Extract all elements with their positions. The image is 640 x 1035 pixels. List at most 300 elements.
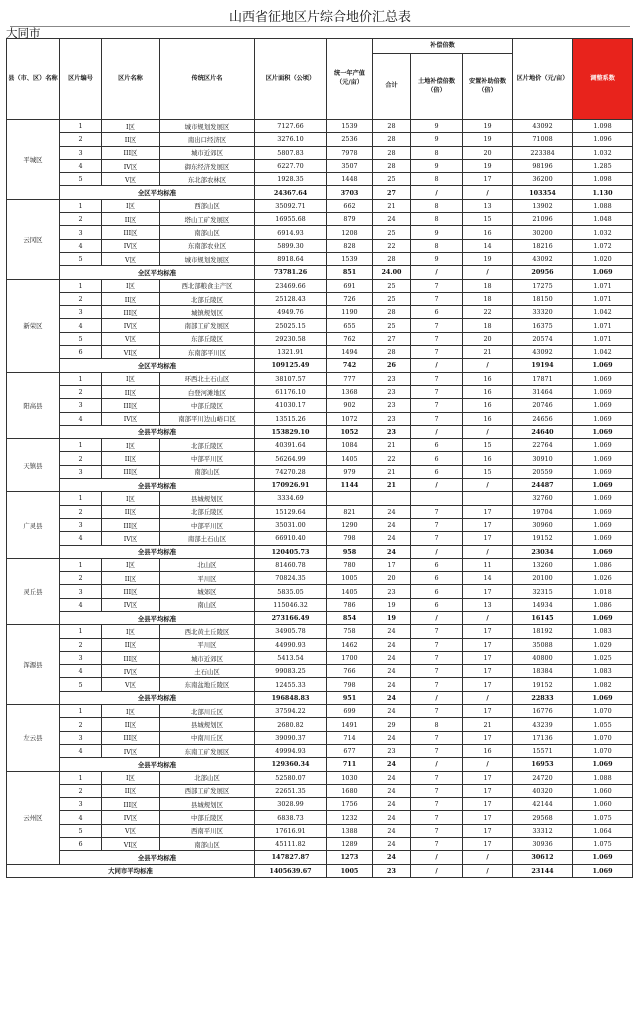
- cell-land-mult: 8: [411, 199, 463, 212]
- cell-resettle-mult: 14: [463, 572, 513, 585]
- cell-resettle-mult: 17: [463, 771, 513, 784]
- avg-price: 22833: [513, 691, 573, 704]
- cell-price: 29568: [513, 811, 573, 824]
- cell-total: 28: [373, 346, 411, 359]
- avg-output: 742: [327, 359, 373, 372]
- cell-zone-name: II区: [102, 505, 160, 518]
- average-label: 全县平均标准: [60, 758, 255, 771]
- cell-total: [373, 492, 411, 505]
- cell-trad-name: 城市近郊区: [160, 651, 255, 664]
- cell-output: 762: [327, 332, 373, 345]
- table-row: [7, 133, 633, 146]
- cell-total: 23: [373, 385, 411, 398]
- cell-total: 23: [373, 585, 411, 598]
- table-row: [7, 292, 633, 305]
- cell-price: 33312: [513, 824, 573, 837]
- cell-adjust: 1.096: [573, 133, 633, 146]
- cell-land-mult: 7: [411, 838, 463, 851]
- cell-zone-no: 5: [60, 332, 102, 345]
- cell-adjust: 1.086: [573, 598, 633, 611]
- cell-zone-no: 2: [60, 452, 102, 465]
- county-name: 云冈区: [7, 199, 60, 279]
- cell-resettle-mult: 19: [463, 120, 513, 133]
- cell-area: 115046.32: [255, 598, 327, 611]
- cell-resettle-mult: 16: [463, 372, 513, 385]
- cell-land-mult: 6: [411, 572, 463, 585]
- cell-output: 1289: [327, 838, 373, 851]
- cell-area: 66910.40: [255, 532, 327, 545]
- cell-resettle-mult: 17: [463, 518, 513, 531]
- cell-total: 22: [373, 452, 411, 465]
- cell-resettle-mult: [463, 492, 513, 505]
- cell-zone-no: 2: [60, 718, 102, 731]
- cell-trad-name: 御东经济发展区: [160, 159, 255, 172]
- cell-zone-name: III区: [102, 399, 160, 412]
- table-row: [7, 385, 633, 398]
- cell-zone-no: 2: [60, 505, 102, 518]
- cell-adjust: 1.032: [573, 146, 633, 159]
- table-row: [7, 731, 633, 744]
- cell-zone-no: 1: [60, 625, 102, 638]
- cell-zone-name: IV区: [102, 532, 160, 545]
- cell-output: 1368: [327, 385, 373, 398]
- cell-area: 52580.07: [255, 771, 327, 784]
- cell-area: 44990.93: [255, 638, 327, 651]
- cell-zone-name: I区: [102, 199, 160, 212]
- avg-output: 711: [327, 758, 373, 771]
- avg-resettle-mult: /: [463, 758, 513, 771]
- cell-area: 5899.30: [255, 239, 327, 252]
- avg-adjust: 1.069: [573, 758, 633, 771]
- avg-adjust: 1.069: [573, 425, 633, 438]
- cell-resettle-mult: 19: [463, 252, 513, 265]
- cell-zone-name: II区: [102, 292, 160, 305]
- cell-resettle-mult: 16: [463, 385, 513, 398]
- cell-zone-no: 1: [60, 199, 102, 212]
- cell-total: 24: [373, 532, 411, 545]
- cell-price: 43092: [513, 252, 573, 265]
- table-row: [7, 625, 633, 638]
- cell-area: 70824.35: [255, 572, 327, 585]
- table-row: [7, 651, 633, 664]
- avg-total: 24.00: [373, 266, 411, 279]
- cell-price: 24720: [513, 771, 573, 784]
- avg-total: 27: [373, 186, 411, 199]
- cell-price: 18150: [513, 292, 573, 305]
- avg-resettle-mult: /: [463, 186, 513, 199]
- cell-trad-name: 东南盆地丘陵区: [160, 678, 255, 691]
- cell-total: 28: [373, 146, 411, 159]
- city-average-label: 大同市平均标准: [7, 864, 255, 877]
- cell-area: 6227.70: [255, 159, 327, 172]
- county-name: 云州区: [7, 771, 60, 864]
- cell-total: 25: [373, 319, 411, 332]
- cell-zone-name: IV区: [102, 598, 160, 611]
- cell-zone-name: II区: [102, 452, 160, 465]
- cell-area: 12455.33: [255, 678, 327, 691]
- cell-adjust: 1.069: [573, 505, 633, 518]
- cell-price: 36200: [513, 173, 573, 186]
- cell-resettle-mult: 16: [463, 399, 513, 412]
- cell-land-mult: 7: [411, 518, 463, 531]
- cell-zone-name: III区: [102, 226, 160, 239]
- table-row: [7, 306, 633, 319]
- table-row: [7, 199, 633, 212]
- city-avg-cell: /: [411, 864, 463, 877]
- cell-land-mult: 7: [411, 811, 463, 824]
- cell-price: 33320: [513, 306, 573, 319]
- cell-trad-name: 平川区: [160, 638, 255, 651]
- cell-trad-name: 南部工矿发展区: [160, 319, 255, 332]
- cell-output: 777: [327, 372, 373, 385]
- county-name: 天镇县: [7, 439, 60, 492]
- cell-area: 25025.15: [255, 319, 327, 332]
- cell-output: 2536: [327, 133, 373, 146]
- cell-price: 19152: [513, 532, 573, 545]
- cell-adjust: 1.060: [573, 798, 633, 811]
- cell-output: 828: [327, 239, 373, 252]
- cell-land-mult: 7: [411, 399, 463, 412]
- cell-zone-no: 4: [60, 319, 102, 332]
- cell-resettle-mult: 11: [463, 558, 513, 571]
- cell-trad-name: 东部丘陵区: [160, 332, 255, 345]
- cell-zone-name: V区: [102, 678, 160, 691]
- cell-area: 49994.93: [255, 744, 327, 757]
- avg-total: 23: [373, 425, 411, 438]
- city-avg-cell: 1005: [327, 864, 373, 877]
- cell-output: 699: [327, 705, 373, 718]
- cell-trad-name: 北山区: [160, 558, 255, 571]
- cell-zone-no: 3: [60, 651, 102, 664]
- avg-adjust: 1.130: [573, 186, 633, 199]
- average-row: [7, 851, 633, 864]
- cell-resettle-mult: 17: [463, 665, 513, 678]
- cell-output: 662: [327, 199, 373, 212]
- cell-total: 23: [373, 744, 411, 757]
- cell-output: 1756: [327, 798, 373, 811]
- cell-total: 21: [373, 199, 411, 212]
- cell-trad-name: 白登河滩地区: [160, 385, 255, 398]
- table-row: [7, 505, 633, 518]
- avg-output: 1144: [327, 479, 373, 492]
- average-label: 全县平均标准: [60, 611, 255, 624]
- table-row: [7, 518, 633, 531]
- cell-output: 979: [327, 465, 373, 478]
- cell-output: 1491: [327, 718, 373, 731]
- cell-adjust: 1.070: [573, 705, 633, 718]
- cell-output: 1405: [327, 452, 373, 465]
- cell-zone-no: 5: [60, 678, 102, 691]
- cell-resettle-mult: 17: [463, 705, 513, 718]
- cell-zone-no: 5: [60, 824, 102, 837]
- cell-total: 24: [373, 838, 411, 851]
- cell-output: 691: [327, 279, 373, 292]
- cell-resettle-mult: 16: [463, 744, 513, 757]
- cell-trad-name: 西北部粮食主产区: [160, 279, 255, 292]
- cell-zone-no: 4: [60, 532, 102, 545]
- cell-price: 18384: [513, 665, 573, 678]
- cell-trad-name: 南部山区: [160, 465, 255, 478]
- cell-trad-name: 南部平川边山峪口区: [160, 412, 255, 425]
- cell-zone-name: VI区: [102, 838, 160, 851]
- cell-area: 56264.99: [255, 452, 327, 465]
- cell-total: 25: [373, 173, 411, 186]
- cell-price: 43092: [513, 346, 573, 359]
- avg-total: 24: [373, 691, 411, 704]
- avg-output: 958: [327, 545, 373, 558]
- cell-resettle-mult: 18: [463, 319, 513, 332]
- cell-output: 786: [327, 598, 373, 611]
- cell-total: 24: [373, 505, 411, 518]
- cell-area: 1321.91: [255, 346, 327, 359]
- cell-zone-name: II区: [102, 213, 160, 226]
- cell-output: 1448: [327, 173, 373, 186]
- county-name: 广灵县: [7, 492, 60, 558]
- table-row: [7, 146, 633, 159]
- cell-zone-name: III区: [102, 146, 160, 159]
- cell-resettle-mult: 14: [463, 239, 513, 252]
- cell-land-mult: 7: [411, 346, 463, 359]
- header-land-mult: 土地补偿倍数（倍）: [411, 54, 463, 120]
- cell-adjust: 1.088: [573, 771, 633, 784]
- header-output: 统一年产值（元/亩）: [327, 39, 373, 120]
- cell-adjust: 1.029: [573, 638, 633, 651]
- cell-price: 40320: [513, 784, 573, 797]
- cell-resettle-mult: 17: [463, 585, 513, 598]
- table-row: [7, 452, 633, 465]
- cell-land-mult: 7: [411, 771, 463, 784]
- cell-total: 24: [373, 824, 411, 837]
- avg-land-mult: /: [411, 691, 463, 704]
- header-zone-no: 区片编号: [60, 39, 102, 120]
- cell-zone-no: 1: [60, 439, 102, 452]
- cell-adjust: 1.032: [573, 226, 633, 239]
- cell-zone-no: 4: [60, 665, 102, 678]
- avg-land-mult: /: [411, 479, 463, 492]
- table-row: [7, 558, 633, 571]
- land-price-table: [6, 38, 633, 878]
- cell-resettle-mult: 17: [463, 731, 513, 744]
- avg-resettle-mult: /: [463, 479, 513, 492]
- cell-trad-name: 北部川丘区: [160, 705, 255, 718]
- cell-zone-name: III区: [102, 651, 160, 664]
- cell-trad-name: 中部丘陵区: [160, 399, 255, 412]
- cell-zone-name: I区: [102, 120, 160, 133]
- cell-total: 24: [373, 625, 411, 638]
- cell-output: 1539: [327, 252, 373, 265]
- cell-output: 1388: [327, 824, 373, 837]
- avg-output: 3703: [327, 186, 373, 199]
- cell-zone-name: I区: [102, 705, 160, 718]
- cell-price: 19704: [513, 505, 573, 518]
- avg-output: 951: [327, 691, 373, 704]
- cell-adjust: 1.042: [573, 346, 633, 359]
- cell-total: 28: [373, 306, 411, 319]
- cell-price: 30960: [513, 518, 573, 531]
- cell-area: 61176.10: [255, 385, 327, 398]
- cell-adjust: 1.071: [573, 292, 633, 305]
- cell-zone-name: I区: [102, 625, 160, 638]
- table-row: [7, 824, 633, 837]
- avg-area: 109125.49: [255, 359, 327, 372]
- avg-output: 851: [327, 266, 373, 279]
- cell-adjust: 1.069: [573, 412, 633, 425]
- header-comp-group: 补偿倍数: [373, 39, 513, 54]
- avg-price: 24487: [513, 479, 573, 492]
- cell-area: 41030.17: [255, 399, 327, 412]
- cell-adjust: 1.071: [573, 279, 633, 292]
- cell-price: 16375: [513, 319, 573, 332]
- table-row: [7, 279, 633, 292]
- cell-adjust: 1.098: [573, 120, 633, 133]
- cell-price: 24656: [513, 412, 573, 425]
- cell-zone-no: 3: [60, 518, 102, 531]
- cell-zone-no: 4: [60, 239, 102, 252]
- table-row: [7, 159, 633, 172]
- cell-output: 7978: [327, 146, 373, 159]
- cell-zone-name: II区: [102, 718, 160, 731]
- cell-resettle-mult: 15: [463, 465, 513, 478]
- cell-resettle-mult: 17: [463, 824, 513, 837]
- cell-zone-no: 4: [60, 811, 102, 824]
- cell-trad-name: 南部山区: [160, 226, 255, 239]
- table-row: [7, 771, 633, 784]
- cell-output: 758: [327, 625, 373, 638]
- cell-total: 25: [373, 226, 411, 239]
- cell-price: 17871: [513, 372, 573, 385]
- cell-land-mult: 7: [411, 412, 463, 425]
- cell-area: 2680.82: [255, 718, 327, 731]
- cell-output: 902: [327, 399, 373, 412]
- cell-land-mult: 9: [411, 133, 463, 146]
- cell-land-mult: 7: [411, 385, 463, 398]
- average-row: [7, 479, 633, 492]
- cell-resettle-mult: 15: [463, 439, 513, 452]
- cell-trad-name: 县城规划区: [160, 492, 255, 505]
- cell-output: 821: [327, 505, 373, 518]
- cell-trad-name: 城郊区: [160, 585, 255, 598]
- cell-output: 655: [327, 319, 373, 332]
- cell-trad-name: 东南工矿发展区: [160, 744, 255, 757]
- header-total: 合计: [373, 54, 411, 120]
- cell-total: 20: [373, 572, 411, 585]
- avg-total: 24: [373, 545, 411, 558]
- cell-total: 22: [373, 239, 411, 252]
- cell-resettle-mult: 13: [463, 199, 513, 212]
- cell-resettle-mult: 17: [463, 811, 513, 824]
- cell-zone-name: III区: [102, 465, 160, 478]
- cell-land-mult: 6: [411, 452, 463, 465]
- cell-adjust: 1.071: [573, 332, 633, 345]
- avg-resettle-mult: /: [463, 266, 513, 279]
- cell-land-mult: 7: [411, 651, 463, 664]
- cell-zone-name: V区: [102, 252, 160, 265]
- cell-area: 81460.78: [255, 558, 327, 571]
- cell-zone-no: 3: [60, 146, 102, 159]
- cell-zone-name: I区: [102, 771, 160, 784]
- avg-resettle-mult: /: [463, 359, 513, 372]
- table-row: [7, 811, 633, 824]
- avg-price: 16145: [513, 611, 573, 624]
- cell-zone-no: 3: [60, 465, 102, 478]
- cell-area: 7127.66: [255, 120, 327, 133]
- cell-zone-no: 3: [60, 226, 102, 239]
- cell-price: 71008: [513, 133, 573, 146]
- cell-trad-name: 西部工矿发展区: [160, 784, 255, 797]
- header-zone-name: 区片名称: [102, 39, 160, 120]
- cell-total: 23: [373, 372, 411, 385]
- cell-total: 24: [373, 638, 411, 651]
- cell-price: 98196: [513, 159, 573, 172]
- cell-land-mult: 7: [411, 705, 463, 718]
- cell-zone-no: 1: [60, 372, 102, 385]
- cell-zone-no: 2: [60, 133, 102, 146]
- cell-zone-no: 5: [60, 173, 102, 186]
- header-area: 区片面积（公顷）: [255, 39, 327, 120]
- cell-total: 17: [373, 558, 411, 571]
- cell-adjust: 1.064: [573, 824, 633, 837]
- cell-price: 18192: [513, 625, 573, 638]
- cell-zone-no: 6: [60, 346, 102, 359]
- cell-area: 45111.82: [255, 838, 327, 851]
- table-row: [7, 465, 633, 478]
- cell-resettle-mult: 17: [463, 532, 513, 545]
- cell-total: 24: [373, 784, 411, 797]
- cell-price: 20746: [513, 399, 573, 412]
- avg-adjust: 1.069: [573, 691, 633, 704]
- header-price: 区片地价（元/亩）: [513, 39, 573, 120]
- cell-adjust: 1.048: [573, 213, 633, 226]
- county-name: 新荣区: [7, 279, 60, 372]
- cell-area: 37594.22: [255, 705, 327, 718]
- cell-total: 23: [373, 412, 411, 425]
- cell-total: 24: [373, 705, 411, 718]
- cell-land-mult: 7: [411, 638, 463, 651]
- table-row: [7, 319, 633, 332]
- cell-adjust: 1.285: [573, 159, 633, 172]
- cell-price: 19152: [513, 678, 573, 691]
- cell-zone-name: III区: [102, 585, 160, 598]
- table-row: [7, 678, 633, 691]
- avg-adjust: 1.069: [573, 545, 633, 558]
- cell-area: 6838.73: [255, 811, 327, 824]
- cell-area: 74270.28: [255, 465, 327, 478]
- cell-trad-name: 东南部平川区: [160, 346, 255, 359]
- cell-adjust: 1.083: [573, 665, 633, 678]
- cell-output: 1405: [327, 585, 373, 598]
- avg-total: 26: [373, 359, 411, 372]
- avg-resettle-mult: /: [463, 611, 513, 624]
- cell-total: 24: [373, 651, 411, 664]
- city-avg-cell: 1405639.67: [255, 864, 327, 877]
- cell-zone-no: 1: [60, 492, 102, 505]
- avg-land-mult: /: [411, 545, 463, 558]
- cell-price: 21096: [513, 213, 573, 226]
- table-row: [7, 120, 633, 133]
- avg-area: 147827.87: [255, 851, 327, 864]
- cell-land-mult: 9: [411, 120, 463, 133]
- cell-resettle-mult: 17: [463, 678, 513, 691]
- header-resettle-mult: 安置补助倍数（倍）: [463, 54, 513, 120]
- avg-land-mult: /: [411, 611, 463, 624]
- cell-zone-no: 4: [60, 598, 102, 611]
- table-row: [7, 838, 633, 851]
- cell-price: 43092: [513, 120, 573, 133]
- cell-zone-no: 2: [60, 572, 102, 585]
- city-label: 大同市: [6, 26, 41, 40]
- table-row: [7, 492, 633, 505]
- table-row: [7, 705, 633, 718]
